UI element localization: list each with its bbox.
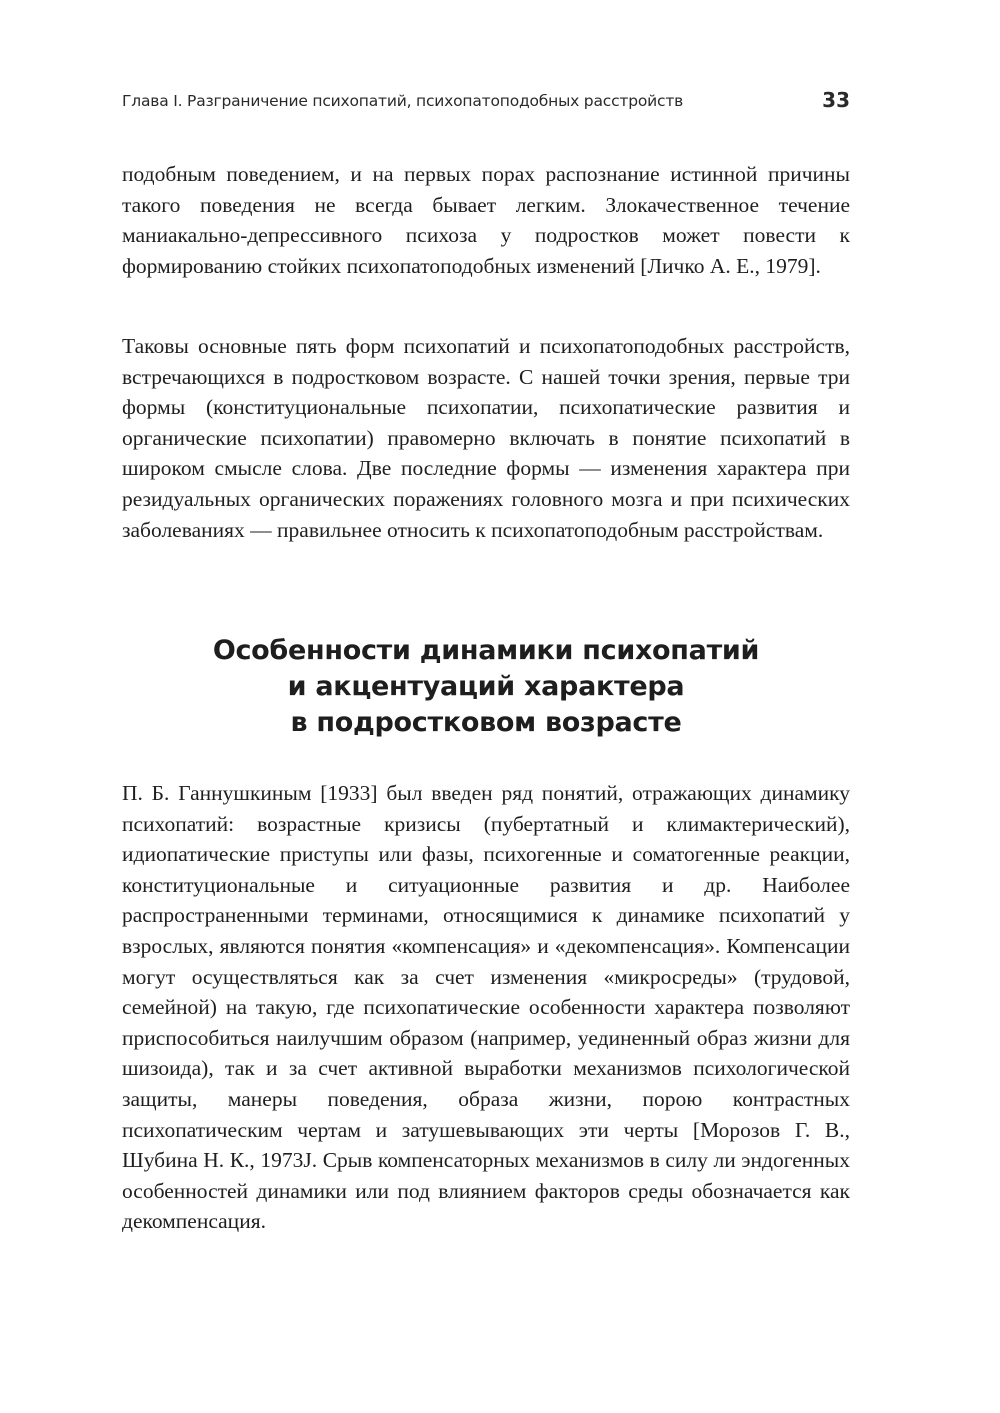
section-heading-line-2: и акцентуаций характера — [287, 671, 685, 702]
section-heading-line-1: Особенности динамики психопатий — [212, 635, 760, 666]
section-heading-line-3: в подростковом возрасте — [290, 707, 682, 738]
paragraph-psychopathy-forms: Таковы основные пять форм психопатий и психопатоподобных расстройств, встречающихся в подростковом возрасте. С нашей точки зрения, первые три формы (конституциональные психопатии, психопатические развития и органические психопатии) правомерно включать в понятие психопатий в широком смысле слова. Две последние формы — изменения характера при резидуальных органических поражениях головного мозга и при психических заболеваниях — правильнее относить к психопатоподобным расстройствам. — [122, 334, 850, 542]
section-heading — [122, 633, 850, 741]
chapter-title: Глава I. Разграничение психопатий, психопатоподобных расстройств — [122, 92, 684, 110]
paragraph-continuation: подобным поведением, и на первых порах распознание истинной причины такого поведения не всегда бывает легким. Злокачественное течение маниакально-депрессивного психоза у подростков может повести к формированию стойких психопатоподобных изменений [Личко А. Е., 1979]. — [122, 162, 850, 278]
page-number: 33 — [822, 88, 850, 112]
paragraph-gannushkin: П. Б. Ганнушкиным [1933] был введен ряд понятий, отражающих динамику психопатий: возрастные кризисы (пубертатный и климактерический), идиопатические приступы или фазы, психогенные и соматогенные реакции, конституциональные и ситуационные развития и др. Наиболее распространенными терминами, относящимися к динамике психопатий у взрослых, являются понятия «компенсация» и «декомпенсация». Компенсации могут осуществляться как за счет изменения «микросреды» (трудовой, семейной) на такую, где психопатические особенности характера позволяют приспособиться наилучшим образом (например, уединенный образ жизни для шизоида), так и за счет активной выработки механизмов психологической защиты, манеры поведения, образа жизни, порою контрастных психопатическим чертам и затушевывающих эти черты [Морозов Г. В., Шубина Н. К., 1973J. Срыв компенсаторных механизмов в силу ли эндогенных особенностей динамики или под влиянием факторов среды обозначается как декомпенсация. — [122, 781, 850, 1234]
running-header — [122, 88, 850, 118]
